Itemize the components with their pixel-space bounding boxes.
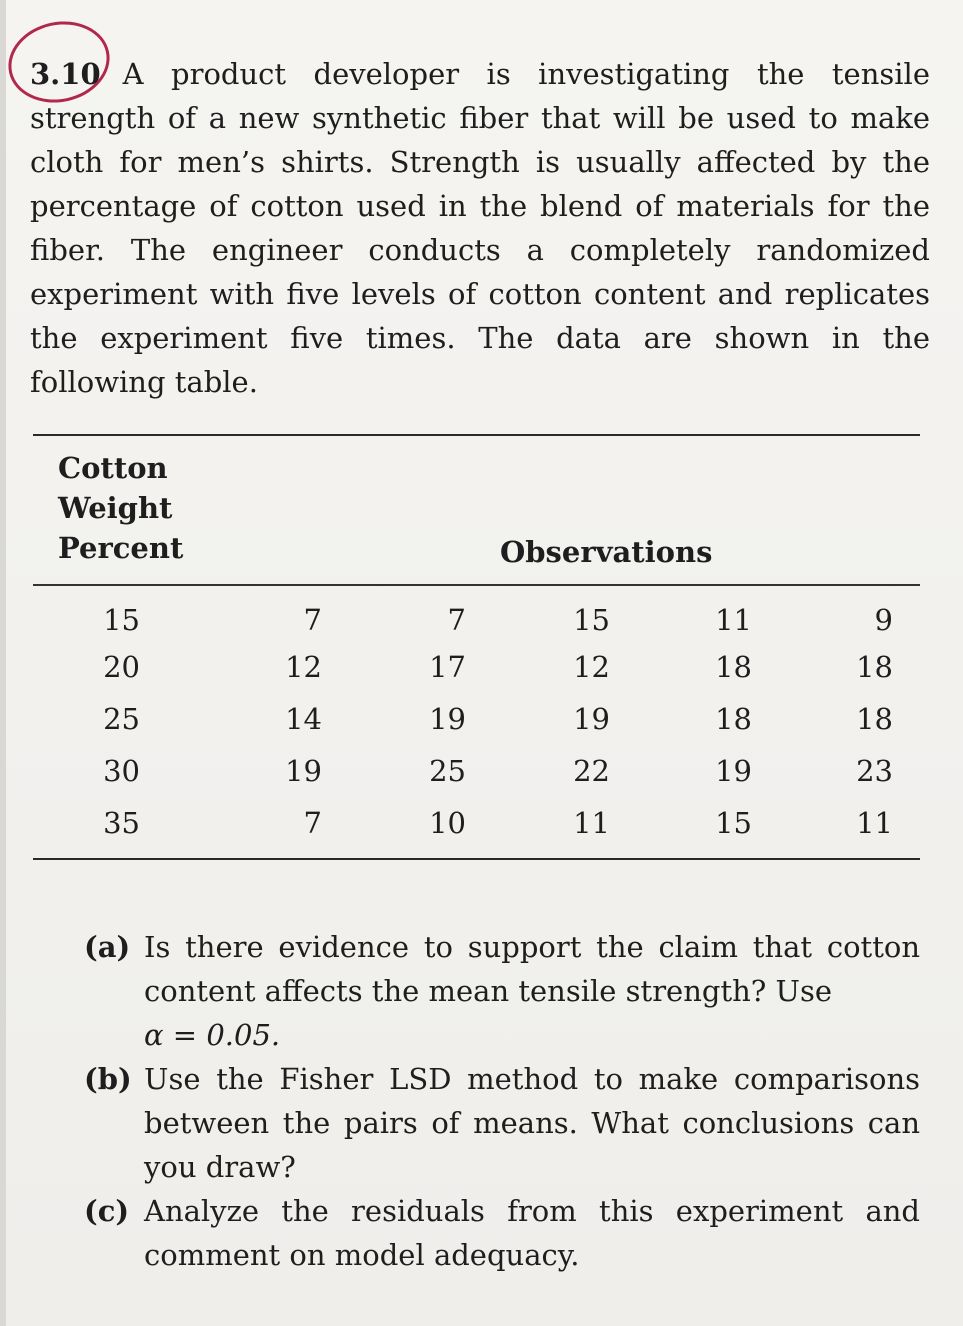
table-bottom-rule <box>33 858 920 860</box>
observation-cell: 10 <box>429 806 466 840</box>
observation-cell: 11 <box>856 806 893 840</box>
observation-cell: 11 <box>715 603 752 637</box>
observation-cell: 19 <box>573 702 610 736</box>
header-cotton: Cotton <box>58 451 168 485</box>
observation-cell: 7 <box>303 603 322 637</box>
observation-cell: 14 <box>285 702 322 736</box>
cotton-percent-cell: 30 <box>103 754 140 788</box>
problem-number: 3.10 <box>30 57 101 91</box>
observation-cell: 11 <box>573 806 610 840</box>
question-a <box>84 925 920 1057</box>
question-b-text: Use the Fisher LSD method to make comparisons between the pairs of means. What conclusions can you draw? <box>144 1062 920 1184</box>
observation-cell: 17 <box>429 650 466 684</box>
page-edge <box>0 0 6 1326</box>
observation-cell: 18 <box>856 702 893 736</box>
question-c <box>84 1189 920 1277</box>
problem-text: A product developer is investigating the tensile strength of a new synthetic fiber that will be used to make cloth for men’s shirts. Strength is usually affected by the percentage of cotton used in the blend of materials for the fiber. The engineer conducts a completely randomized experiment with five levels of cotton content and replicates the experiment five times. The data are shown in the following table. <box>30 57 930 399</box>
observation-cell: 19 <box>285 754 322 788</box>
question-a-text: Is there evidence to support the claim that cotton content affects the mean tensile strength? Use <box>144 930 920 1008</box>
cotton-percent-cell: 15 <box>103 603 140 637</box>
question-c-label: (c) <box>84 1194 130 1228</box>
questions <box>84 925 920 1277</box>
observation-cell: 19 <box>429 702 466 736</box>
cotton-percent-cell: 35 <box>103 806 140 840</box>
observation-cell: 15 <box>715 806 752 840</box>
observation-cell: 25 <box>429 754 466 788</box>
observation-cell: 18 <box>856 650 893 684</box>
observation-cell: 9 <box>874 603 893 637</box>
question-b-label: (b) <box>84 1062 132 1096</box>
header-observations: Observations <box>500 535 713 569</box>
table-header-rule <box>33 584 920 586</box>
question-c-text: Analyze the residuals from this experiment and comment on model adequacy. <box>144 1194 920 1272</box>
observation-cell: 7 <box>303 806 322 840</box>
observation-cell: 15 <box>573 603 610 637</box>
observation-cell: 23 <box>856 754 893 788</box>
observation-cell: 18 <box>715 702 752 736</box>
header-weight: Weight <box>58 491 173 525</box>
question-b <box>84 1057 920 1189</box>
problem-statement <box>30 52 930 404</box>
cotton-percent-cell: 20 <box>103 650 140 684</box>
header-percent: Percent <box>58 531 184 565</box>
question-a-alpha: α = 0.05. <box>144 1018 281 1052</box>
observation-cell: 22 <box>573 754 610 788</box>
observation-cell: 12 <box>285 650 322 684</box>
cotton-percent-cell: 25 <box>103 702 140 736</box>
question-a-label: (a) <box>84 930 131 964</box>
observation-cell: 7 <box>447 603 466 637</box>
table-top-rule <box>33 434 920 436</box>
observation-cell: 19 <box>715 754 752 788</box>
observation-cell: 18 <box>715 650 752 684</box>
observation-cell: 12 <box>573 650 610 684</box>
